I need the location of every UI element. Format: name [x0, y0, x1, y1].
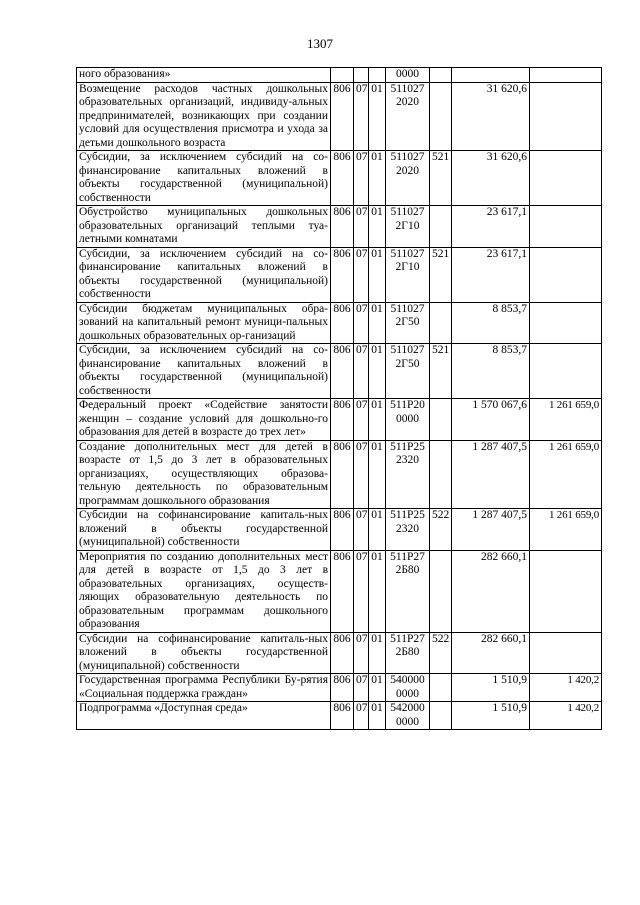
cell-subsection: 01	[369, 632, 386, 674]
budget-table	[76, 67, 602, 730]
cell-section	[354, 68, 369, 83]
cell-name: Мероприятия по созданию дополнительных мест для детей в возрасте от 1,5 до 3 лет в образовательных организациях, осуществ-ляющих образовательную деятельность по образовательным программам дошкольного образования	[77, 550, 331, 632]
table-row	[77, 82, 602, 151]
cell-amount-2	[530, 632, 602, 674]
cell-amount-1: 23 617,1	[452, 247, 530, 302]
cell-vr: 521	[430, 344, 452, 399]
cell-ministry: 806	[331, 632, 354, 674]
cell-csr: 511P27 2Б80	[386, 550, 430, 632]
cell-name: Подпрограмма «Доступная среда»	[77, 702, 331, 730]
cell-section: 07	[354, 509, 369, 551]
cell-vr	[430, 399, 452, 441]
cell-amount-2	[530, 302, 602, 344]
cell-name: Субсидии, за исключением субсидий на со-финансирование капитальных вложений в объекты государственной (муниципальной) собственности	[77, 151, 331, 206]
cell-amount-2: 1 261 659,0	[530, 440, 602, 509]
cell-subsection: 01	[369, 674, 386, 702]
cell-ministry: 806	[331, 151, 354, 206]
cell-ministry: 806	[331, 206, 354, 248]
cell-ministry: 806	[331, 344, 354, 399]
cell-subsection: 01	[369, 151, 386, 206]
cell-vr	[430, 702, 452, 730]
cell-vr	[430, 550, 452, 632]
cell-vr	[430, 440, 452, 509]
cell-amount-2	[530, 82, 602, 151]
cell-subsection: 01	[369, 399, 386, 441]
cell-name: Субсидии, за исключением субсидий на со-финансирование капитальных вложений в объекты государственной (муниципальной) собственности	[77, 344, 331, 399]
budget-table-body	[77, 68, 602, 730]
cell-csr: 540000 0000	[386, 674, 430, 702]
cell-ministry: 806	[331, 399, 354, 441]
cell-section: 07	[354, 82, 369, 151]
cell-csr: 511027 2Г50	[386, 302, 430, 344]
cell-subsection: 01	[369, 247, 386, 302]
cell-amount-1: 282 660,1	[452, 550, 530, 632]
cell-subsection: 01	[369, 509, 386, 551]
cell-vr	[430, 674, 452, 702]
cell-vr	[430, 68, 452, 83]
table-row	[77, 344, 602, 399]
cell-amount-2: 1 420,2	[530, 674, 602, 702]
cell-vr: 521	[430, 151, 452, 206]
cell-ministry: 806	[331, 247, 354, 302]
table-row	[77, 632, 602, 674]
cell-section: 07	[354, 206, 369, 248]
cell-subsection	[369, 68, 386, 83]
cell-amount-1: 8 853,7	[452, 344, 530, 399]
cell-name: Создание дополнительных мест для детей в возрасте от 1,5 до 3 лет в образовательных организациях, осуществляющих образова-тельную деятельность по образовательным программам дошкольного образования	[77, 440, 331, 509]
cell-csr: 542000 0000	[386, 702, 430, 730]
cell-name: Государственная программа Республики Бу-рятия «Социальная поддержка граждан»	[77, 674, 331, 702]
cell-section: 07	[354, 399, 369, 441]
cell-amount-1: 1 570 067,6	[452, 399, 530, 441]
cell-ministry: 806	[331, 550, 354, 632]
cell-amount-2: 1 420,2	[530, 702, 602, 730]
table-row	[77, 702, 602, 730]
cell-name: Возмещение расходов частных дошкольных образовательных организаций, индивиду-альных предпринимателей, возникающих при создании условий для осуществления присмотра и ухода за детьми дошкольного возраста	[77, 82, 331, 151]
cell-subsection: 01	[369, 302, 386, 344]
cell-ministry: 806	[331, 509, 354, 551]
cell-amount-1: 282 660,1	[452, 632, 530, 674]
cell-subsection: 01	[369, 82, 386, 151]
cell-section: 07	[354, 344, 369, 399]
cell-amount-2	[530, 151, 602, 206]
cell-section: 07	[354, 632, 369, 674]
cell-vr	[430, 82, 452, 151]
cell-vr: 522	[430, 632, 452, 674]
cell-section: 07	[354, 550, 369, 632]
cell-csr: 511P25 2320	[386, 440, 430, 509]
cell-name: Субсидии на софинансирование капиталь-ных вложений в объекты государственной (муниципальной) собственности	[77, 509, 331, 551]
cell-section: 07	[354, 151, 369, 206]
cell-amount-1: 8 853,7	[452, 302, 530, 344]
cell-amount-1	[452, 68, 530, 83]
cell-section: 07	[354, 247, 369, 302]
cell-vr: 521	[430, 247, 452, 302]
cell-amount-1: 1 287 407,5	[452, 509, 530, 551]
cell-amount-2: 1 261 659,0	[530, 509, 602, 551]
cell-amount-2	[530, 68, 602, 83]
cell-amount-1: 1 510,9	[452, 702, 530, 730]
cell-ministry: 806	[331, 82, 354, 151]
cell-csr: 511P25 2320	[386, 509, 430, 551]
cell-section: 07	[354, 440, 369, 509]
cell-ministry: 806	[331, 674, 354, 702]
table-row	[77, 550, 602, 632]
cell-name: Субсидии, за исключением субсидий на со-финансирование капитальных вложений в объекты государственной (муниципальной) собственности	[77, 247, 331, 302]
cell-csr: 511027 2Г10	[386, 247, 430, 302]
table-row	[77, 509, 602, 551]
cell-csr: 0000	[386, 68, 430, 83]
cell-section: 07	[354, 302, 369, 344]
table-row	[77, 247, 602, 302]
cell-ministry: 806	[331, 302, 354, 344]
table-row	[77, 399, 602, 441]
cell-subsection: 01	[369, 440, 386, 509]
cell-amount-2	[530, 550, 602, 632]
cell-amount-1: 31 620,6	[452, 82, 530, 151]
cell-name: Федеральный проект «Содействие занятости женщин – создание условий для дошкольно-го образования для детей в возрасте до трех лет»	[77, 399, 331, 441]
table-row	[77, 151, 602, 206]
cell-ministry	[331, 68, 354, 83]
cell-amount-1: 31 620,6	[452, 151, 530, 206]
page-number: 1307	[307, 36, 333, 51]
cell-name: Обустройство муниципальных дошкольных образовательных организаций теплыми туа-летными комнатами	[77, 206, 331, 248]
cell-name: ного образования»	[77, 68, 331, 83]
cell-subsection: 01	[369, 206, 386, 248]
cell-csr: 511P20 0000	[386, 399, 430, 441]
cell-amount-1: 1 510,9	[452, 674, 530, 702]
cell-section: 07	[354, 674, 369, 702]
cell-amount-2	[530, 247, 602, 302]
cell-section: 07	[354, 702, 369, 730]
cell-csr: 511P27 2Б80	[386, 632, 430, 674]
table-row	[77, 674, 602, 702]
cell-amount-1: 1 287 407,5	[452, 440, 530, 509]
cell-csr: 511027 2020	[386, 151, 430, 206]
cell-amount-2: 1 261 659,0	[530, 399, 602, 441]
table-row	[77, 302, 602, 344]
cell-amount-2	[530, 206, 602, 248]
cell-vr	[430, 206, 452, 248]
cell-vr	[430, 302, 452, 344]
cell-subsection: 01	[369, 344, 386, 399]
cell-amount-1: 23 617,1	[452, 206, 530, 248]
cell-csr: 511027 2020	[386, 82, 430, 151]
cell-ministry: 806	[331, 440, 354, 509]
cell-amount-2	[530, 344, 602, 399]
table-row	[77, 68, 602, 83]
cell-vr: 522	[430, 509, 452, 551]
cell-csr: 511027 2Г10	[386, 206, 430, 248]
cell-subsection: 01	[369, 702, 386, 730]
cell-name: Субсидии бюджетам муниципальных обра-зований на капитальный ремонт муници-пальных дошкольных образовательных ор-ганизаций	[77, 302, 331, 344]
table-row	[77, 206, 602, 248]
cell-csr: 511027 2Г50	[386, 344, 430, 399]
cell-subsection: 01	[369, 550, 386, 632]
table-row	[77, 440, 602, 509]
cell-ministry: 806	[331, 702, 354, 730]
cell-name: Субсидии на софинансирование капиталь-ных вложений в объекты государственной (муниципальной) собственности	[77, 632, 331, 674]
